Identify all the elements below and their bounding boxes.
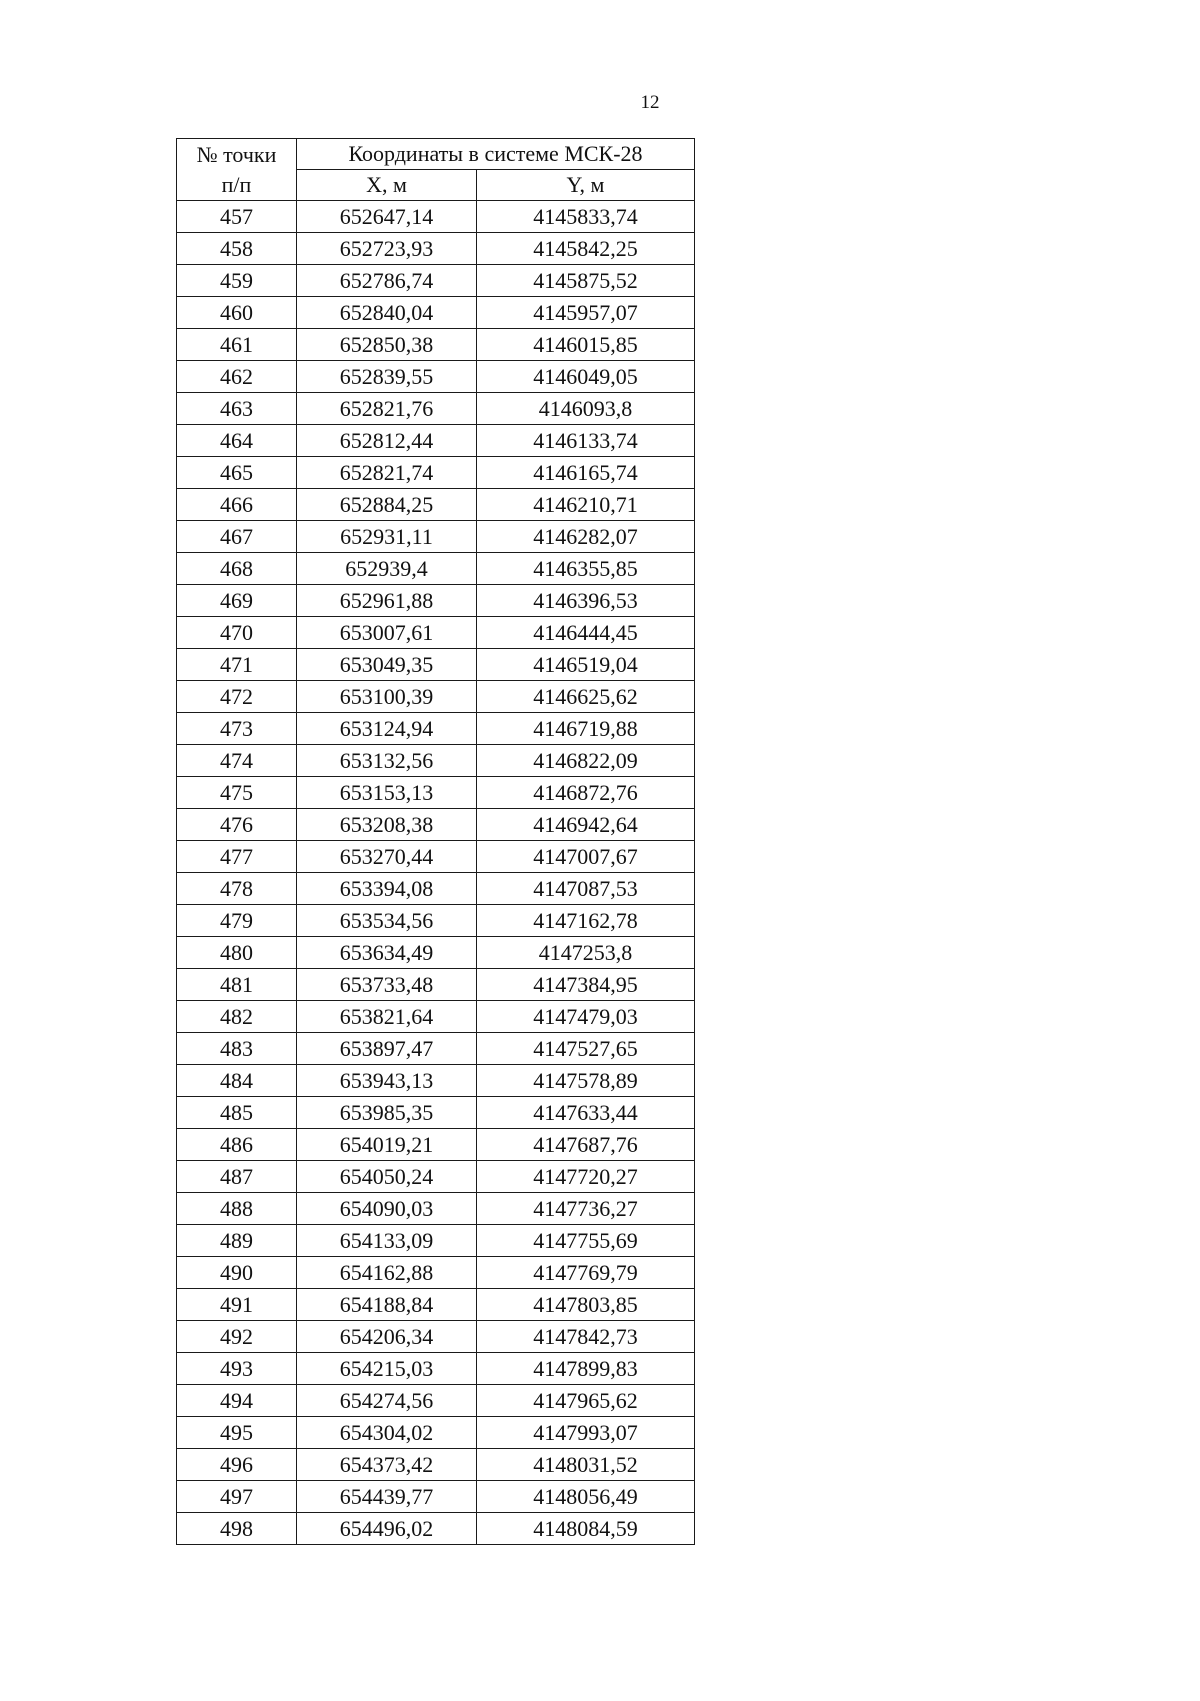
y-coordinate-cell: 4147087,53 <box>477 873 695 905</box>
y-coordinate-cell: 4147687,76 <box>477 1129 695 1161</box>
point-number-cell: 462 <box>177 361 297 393</box>
table-row <box>177 745 695 777</box>
y-coordinate-cell: 4147736,27 <box>477 1193 695 1225</box>
x-coordinate-cell: 653985,35 <box>297 1097 477 1129</box>
point-number-cell: 482 <box>177 1001 297 1033</box>
point-number-header-line2: п/п <box>221 171 252 197</box>
point-number-cell: 474 <box>177 745 297 777</box>
y-coordinate-cell: 4148056,49 <box>477 1481 695 1513</box>
point-number-cell: 489 <box>177 1225 297 1257</box>
x-coordinate-cell: 653897,47 <box>297 1033 477 1065</box>
table-header <box>177 139 695 201</box>
point-number-cell: 495 <box>177 1417 297 1449</box>
table-row <box>177 361 695 393</box>
x-coordinate-cell: 652723,93 <box>297 233 477 265</box>
y-coordinate-cell: 4147965,62 <box>477 1385 695 1417</box>
x-coordinate-cell: 654274,56 <box>297 1385 477 1417</box>
point-number-cell: 468 <box>177 553 297 585</box>
point-number-cell: 490 <box>177 1257 297 1289</box>
point-number-cell: 491 <box>177 1289 297 1321</box>
x-coordinate-cell: 652647,14 <box>297 201 477 233</box>
point-number-cell: 479 <box>177 905 297 937</box>
point-number-cell: 483 <box>177 1033 297 1065</box>
point-number-header-line1: № точки <box>196 141 277 167</box>
x-coordinate-cell: 654162,88 <box>297 1257 477 1289</box>
point-number-cell: 492 <box>177 1321 297 1353</box>
table-row <box>177 1225 695 1257</box>
y-coordinate-cell: 4146625,62 <box>477 681 695 713</box>
table-row <box>177 969 695 1001</box>
table-row <box>177 1353 695 1385</box>
y-coordinate-cell: 4147479,03 <box>477 1001 695 1033</box>
y-coordinate-cell: 4146282,07 <box>477 521 695 553</box>
table-row <box>177 297 695 329</box>
point-number-cell: 486 <box>177 1129 297 1161</box>
x-coordinate-cell: 654188,84 <box>297 1289 477 1321</box>
coordinates-group-header: Координаты в системе МСК-28 <box>297 139 695 170</box>
x-coordinate-cell: 652850,38 <box>297 329 477 361</box>
table-row <box>177 1193 695 1225</box>
table-row <box>177 649 695 681</box>
coordinates-table <box>176 138 695 1545</box>
x-coordinate-cell: 653153,13 <box>297 777 477 809</box>
table-row <box>177 873 695 905</box>
table-row <box>177 553 695 585</box>
table-body <box>177 201 695 1545</box>
page-number: 12 <box>640 92 660 113</box>
y-coordinate-cell: 4148031,52 <box>477 1449 695 1481</box>
table-row <box>177 777 695 809</box>
x-coordinate-cell: 653534,56 <box>297 905 477 937</box>
table-row <box>177 617 695 649</box>
table-row <box>177 521 695 553</box>
header-row-1 <box>177 139 695 170</box>
x-coordinate-cell: 653007,61 <box>297 617 477 649</box>
x-coordinate-cell: 653270,44 <box>297 841 477 873</box>
y-coordinate-cell: 4147007,67 <box>477 841 695 873</box>
x-coordinate-cell: 653394,08 <box>297 873 477 905</box>
table-row <box>177 905 695 937</box>
point-number-cell: 460 <box>177 297 297 329</box>
x-coordinate-cell: 653733,48 <box>297 969 477 1001</box>
y-coordinate-cell: 4145833,74 <box>477 201 695 233</box>
y-coordinate-cell: 4147384,95 <box>477 969 695 1001</box>
table-row <box>177 585 695 617</box>
y-coordinate-cell: 4145875,52 <box>477 265 695 297</box>
x-coordinate-cell: 654050,24 <box>297 1161 477 1193</box>
point-number-cell: 475 <box>177 777 297 809</box>
x-coordinate-cell: 653049,35 <box>297 649 477 681</box>
y-coordinate-cell: 4146519,04 <box>477 649 695 681</box>
table-row <box>177 1033 695 1065</box>
y-coordinate-cell: 4147633,44 <box>477 1097 695 1129</box>
y-coordinate-cell: 4146719,88 <box>477 713 695 745</box>
table-row <box>177 329 695 361</box>
y-coordinate-cell: 4146355,85 <box>477 553 695 585</box>
x-coordinate-cell: 652821,74 <box>297 457 477 489</box>
point-number-cell: 481 <box>177 969 297 1001</box>
y-coordinate-cell: 4146015,85 <box>477 329 695 361</box>
table-row <box>177 1449 695 1481</box>
point-number-cell: 478 <box>177 873 297 905</box>
point-number-cell: 464 <box>177 425 297 457</box>
x-coordinate-cell: 653821,64 <box>297 1001 477 1033</box>
x-coordinate-cell: 654304,02 <box>297 1417 477 1449</box>
table-row <box>177 425 695 457</box>
y-coordinate-cell: 4145842,25 <box>477 233 695 265</box>
x-coordinate-cell: 652786,74 <box>297 265 477 297</box>
x-coordinate-cell: 653132,56 <box>297 745 477 777</box>
y-coordinate-cell: 4146165,74 <box>477 457 695 489</box>
point-number-cell: 471 <box>177 649 297 681</box>
y-coordinate-cell: 4147162,78 <box>477 905 695 937</box>
point-number-cell: 488 <box>177 1193 297 1225</box>
point-number-cell: 493 <box>177 1353 297 1385</box>
point-number-cell: 485 <box>177 1097 297 1129</box>
x-coordinate-cell: 653124,94 <box>297 713 477 745</box>
x-coordinate-cell: 652839,55 <box>297 361 477 393</box>
x-coordinate-cell: 654090,03 <box>297 1193 477 1225</box>
table-row <box>177 713 695 745</box>
table-row <box>177 1001 695 1033</box>
x-coordinate-cell: 654439,77 <box>297 1481 477 1513</box>
point-number-cell: 494 <box>177 1385 297 1417</box>
y-coordinate-cell: 4147769,79 <box>477 1257 695 1289</box>
x-coordinate-cell: 652840,04 <box>297 297 477 329</box>
x-coordinate-cell: 652939,4 <box>297 553 477 585</box>
table-row <box>177 681 695 713</box>
x-coordinate-cell: 653100,39 <box>297 681 477 713</box>
point-number-cell: 466 <box>177 489 297 521</box>
table-row <box>177 233 695 265</box>
y-coordinate-cell: 4147803,85 <box>477 1289 695 1321</box>
y-coordinate-cell: 4146822,09 <box>477 745 695 777</box>
point-number-cell: 470 <box>177 617 297 649</box>
x-column-header: X, м <box>297 170 477 201</box>
y-coordinate-cell: 4146049,05 <box>477 361 695 393</box>
y-coordinate-cell: 4147842,73 <box>477 1321 695 1353</box>
y-column-header: Y, м <box>477 170 695 201</box>
point-number-cell: 487 <box>177 1161 297 1193</box>
point-number-cell: 465 <box>177 457 297 489</box>
point-number-cell: 496 <box>177 1449 297 1481</box>
point-number-cell: 469 <box>177 585 297 617</box>
table-row <box>177 457 695 489</box>
x-coordinate-cell: 652812,44 <box>297 425 477 457</box>
point-number-cell: 459 <box>177 265 297 297</box>
x-coordinate-cell: 653943,13 <box>297 1065 477 1097</box>
x-coordinate-cell: 652884,25 <box>297 489 477 521</box>
table-row <box>177 265 695 297</box>
point-number-cell: 458 <box>177 233 297 265</box>
y-coordinate-cell: 4148084,59 <box>477 1513 695 1545</box>
point-number-cell: 467 <box>177 521 297 553</box>
table-row <box>177 1321 695 1353</box>
table-row <box>177 393 695 425</box>
y-coordinate-cell: 4147899,83 <box>477 1353 695 1385</box>
table-row <box>177 809 695 841</box>
y-coordinate-cell: 4147253,8 <box>477 937 695 969</box>
x-coordinate-cell: 653634,49 <box>297 937 477 969</box>
y-coordinate-cell: 4146210,71 <box>477 489 695 521</box>
point-number-cell: 472 <box>177 681 297 713</box>
table-row <box>177 1289 695 1321</box>
point-number-cell: 477 <box>177 841 297 873</box>
y-coordinate-cell: 4146133,74 <box>477 425 695 457</box>
table-row <box>177 937 695 969</box>
x-coordinate-cell: 653208,38 <box>297 809 477 841</box>
table-row <box>177 841 695 873</box>
point-number-header <box>177 139 297 201</box>
y-coordinate-cell: 4146942,64 <box>477 809 695 841</box>
y-coordinate-cell: 4147755,69 <box>477 1225 695 1257</box>
point-number-cell: 484 <box>177 1065 297 1097</box>
x-coordinate-cell: 654019,21 <box>297 1129 477 1161</box>
x-coordinate-cell: 654206,34 <box>297 1321 477 1353</box>
y-coordinate-cell: 4147527,65 <box>477 1033 695 1065</box>
table-row <box>177 489 695 521</box>
table-row <box>177 1385 695 1417</box>
x-coordinate-cell: 654133,09 <box>297 1225 477 1257</box>
point-number-cell: 497 <box>177 1481 297 1513</box>
x-coordinate-cell: 652961,88 <box>297 585 477 617</box>
table-row <box>177 1513 695 1545</box>
x-coordinate-cell: 652821,76 <box>297 393 477 425</box>
point-number-cell: 473 <box>177 713 297 745</box>
y-coordinate-cell: 4147993,07 <box>477 1417 695 1449</box>
y-coordinate-cell: 4146093,8 <box>477 393 695 425</box>
x-coordinate-cell: 654215,03 <box>297 1353 477 1385</box>
point-number-cell: 461 <box>177 329 297 361</box>
x-coordinate-cell: 652931,11 <box>297 521 477 553</box>
y-coordinate-cell: 4147720,27 <box>477 1161 695 1193</box>
x-coordinate-cell: 654373,42 <box>297 1449 477 1481</box>
y-coordinate-cell: 4147578,89 <box>477 1065 695 1097</box>
table-row <box>177 1097 695 1129</box>
table-row <box>177 1161 695 1193</box>
x-coordinate-cell: 654496,02 <box>297 1513 477 1545</box>
table-row <box>177 1417 695 1449</box>
table-row <box>177 1065 695 1097</box>
table-row <box>177 1481 695 1513</box>
y-coordinate-cell: 4146872,76 <box>477 777 695 809</box>
table-row <box>177 1129 695 1161</box>
table-row <box>177 201 695 233</box>
table-row <box>177 1257 695 1289</box>
point-number-cell: 476 <box>177 809 297 841</box>
y-coordinate-cell: 4146396,53 <box>477 585 695 617</box>
point-number-cell: 463 <box>177 393 297 425</box>
point-number-cell: 498 <box>177 1513 297 1545</box>
y-coordinate-cell: 4145957,07 <box>477 297 695 329</box>
point-number-cell: 480 <box>177 937 297 969</box>
point-number-cell: 457 <box>177 201 297 233</box>
y-coordinate-cell: 4146444,45 <box>477 617 695 649</box>
